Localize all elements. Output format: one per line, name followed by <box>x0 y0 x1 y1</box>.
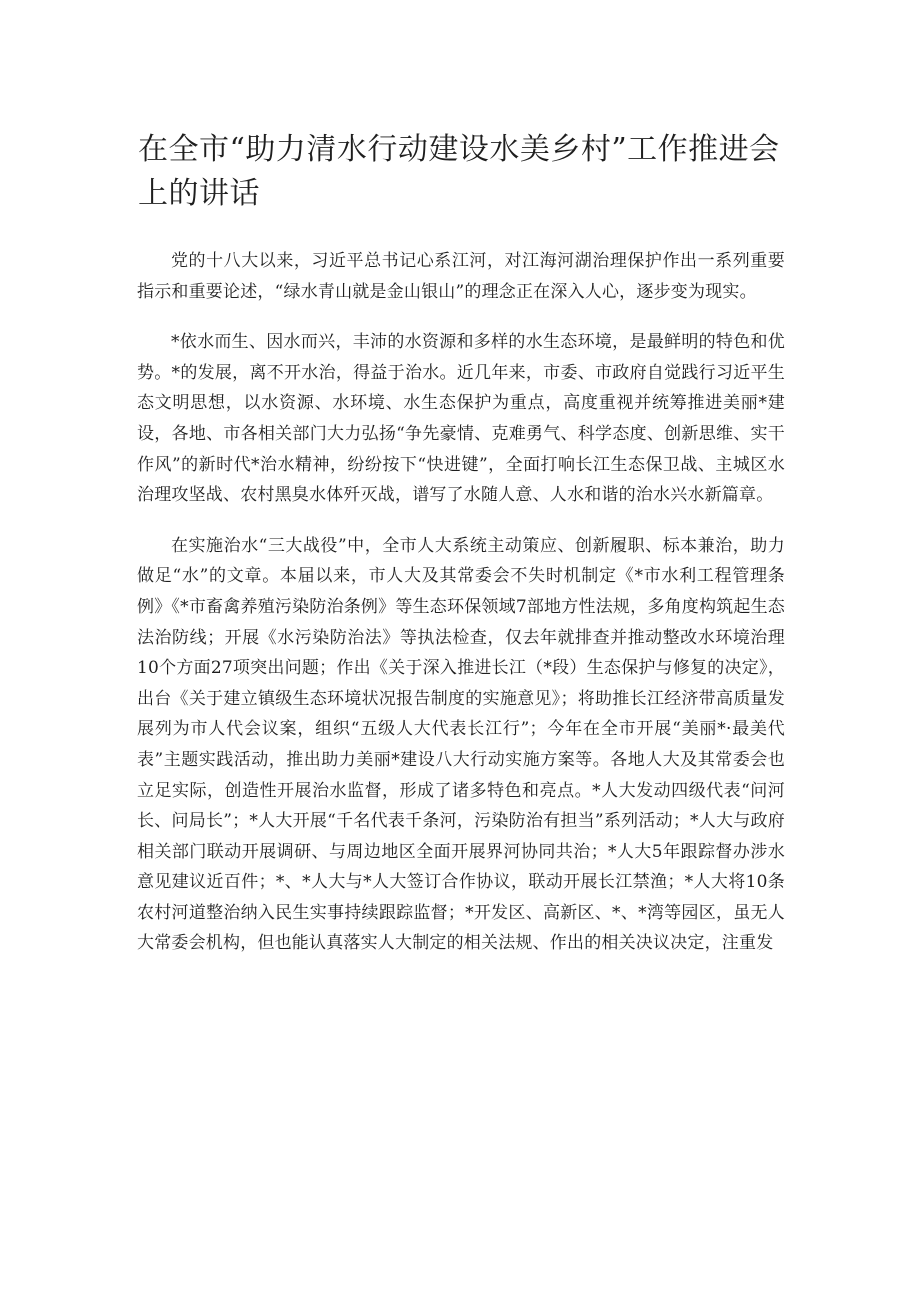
document-title: 在全市“助力清水行动建设水美乡村”工作推进会上的讲话 <box>138 132 780 211</box>
document-body <box>137 246 785 979</box>
paragraph: *依水而生、因水而兴，丰沛的水资源和多样的水生态环境，是最鲜明的特色和优势。*的发展，离不开水治，得益于治水。近几年来，市委、市政府自觉践行习近平生态文明思想，以水资源、水环境、水生态保护为重点，高度重视并统筹推进美丽*建设，各地、市各相关部门大力弘扬“争先豪情、克难勇气、科学态度、创新思维、实干作风”的新时代*治水精神，纷纷按下“快进键”，全面打响长江生态保卫战、主城区水治理攻坚战、农村黑臭水体歼灭战，谱写了水随人意、人水和谐的治水兴水新篇章。 <box>137 332 785 506</box>
paragraph: 党的十八大以来，习近平总书记心系江河，对江海河湖治理保护作出一系列重要指示和重要论述，“绿水青山就是金山银山”的理念正在深入人心，逐步变为现实。 <box>137 251 785 302</box>
paragraph: 在实施治水“三大战役”中，全市人大系统主动策应、创新履职、标本兼治，助力做足“水”的文章。本届以来，市人大及其常委会不失时机制定《*市水利工程管理条例》《*市畜禽养殖污染防治条例》等生态环保领域7部地方性法规，多角度构筑起生态法治防线；开展《水污染防治法》等执法检查，仅去年就排查并推动整改水环境治理10个方面27项突出问题；作出《关于深入推进长江（*段）生态保护与修复的决定》，出台《关于建立镇级生态环境状况报告制度的实施意见》；将助推长江经济带高质量发展列为市人代会议案，组织“五级人大代表长江行”；今年在全市开展“美丽*·最美代表”主题实践活动，推出助力美丽*建设八大行动实施方案等。各地人大及其常委会也立足实际，创造性开展治水监督，形成了诸多特色和亮点。*人大发动四级代表“问河长、问局长”；*人大开展“千名代表千条河，污染防治有担当”系列活动；*人大与政府相关部门联动开展调研、与周边地区全面开展界河协同共治；*人大5年跟踪督办涉水意见建议近百件；*、*人大与*人大签订合作协议，联动开展长江禁渔；*人大将10条农村河道整治纳入民生实事持续跟踪监督；*开发区、高新区、*、*湾等园区，虽无人大常委会机构，但也能认真落实人大制定的相关法规、作出的相关决议决定，注重发 <box>137 535 785 954</box>
